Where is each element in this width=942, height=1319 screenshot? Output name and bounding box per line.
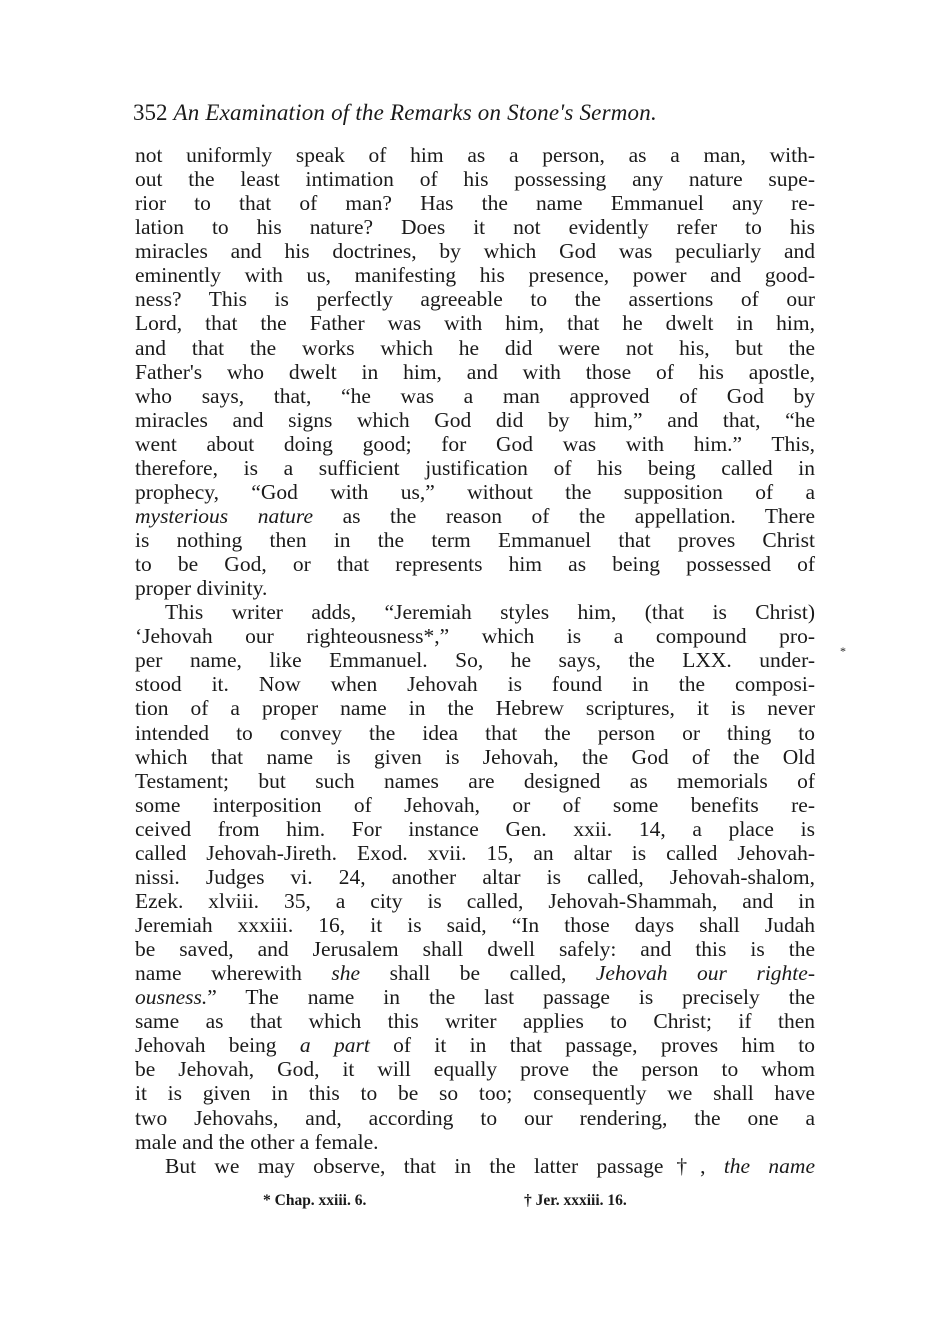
text-line: Ezek. xlviii. 35, a city is called, Jehovah-Shammah, and in	[135, 888, 815, 913]
italic-phrase: the name	[723, 1153, 815, 1178]
text-line: called Jehovah-Jireth. Exod. xvii. 15, an altar is called Jehovah-	[135, 840, 815, 865]
text-line: proper divinity.	[135, 576, 268, 601]
text-line: This writer adds, “Jeremiah styles him, (that is Christ)	[165, 600, 815, 625]
text-line: which that name is given is Jehovah, the God of the Old	[135, 744, 815, 769]
text-line: eminently with us, manifesting his presence, power and good-	[135, 263, 815, 288]
running-header	[133, 100, 833, 126]
text-line: some interposition of Jehovah, or of some benefits re-	[135, 792, 815, 817]
italic-phrase: a part	[299, 1033, 370, 1058]
footnote-mark: †	[524, 1192, 532, 1209]
text-line: prophecy, “God with us,” without the supposition of a	[135, 479, 815, 504]
text-line: not uniformly speak of him as a person, as a man, with-	[135, 143, 815, 167]
italic-word: she	[331, 961, 361, 986]
text-line: name wherewith she shall be called, Jehovah our righte-	[135, 961, 815, 986]
text-line: ceived from him. For instance Gen. xxii. 14, a place is	[135, 816, 815, 841]
text-line: male and the other a female.	[135, 1129, 379, 1154]
text-line: ness? This is perfectly agreeable to the assertions of our	[135, 287, 815, 312]
text-line: Lord, that the Father was with him, that he dwelt in him,	[135, 311, 815, 336]
text-line: is nothing then in the term Emmanuel that proves Christ	[135, 528, 815, 552]
text-line: two Jehovahs, and, according to our rendering, the one a	[135, 1105, 815, 1130]
text-line: be Jehovah, God, it will equally prove the person to whom	[135, 1057, 815, 1082]
body-text	[135, 143, 815, 1178]
text-line: But we may observe, that in the latter passage†, the name	[165, 1153, 815, 1178]
text-line: to be God, or that represents him as being possessed of	[135, 552, 815, 577]
footnote: † Jer. xxxiii. 16.	[524, 1192, 627, 1209]
text-line: per name, like Emmanuel. So, he says, the LXX. under-	[135, 648, 815, 673]
text-line: intended to convey the idea that the person or thing to	[135, 720, 815, 745]
text-line: stood it. Now when Jehovah is found in the composi-	[135, 672, 815, 697]
text-line: Father's who dwelt in him, and with those of his apostle,	[135, 359, 815, 384]
margin-asterisk: *	[840, 644, 846, 658]
footnote-mark: *	[263, 1192, 271, 1209]
text-line: tion of a proper name in the Hebrew scriptures, it is never	[135, 696, 815, 721]
running-title: An Examination of the Remarks on Stone's Sermon.	[173, 100, 657, 125]
text-line: miracles and his doctrines, by which God was peculiarly and	[135, 239, 815, 264]
text-line: lation to his nature? Does it not evidently refer to his	[135, 215, 815, 240]
text-line: nissi. Judges vi. 24, another altar is called, Jehovah-shalom,	[135, 864, 815, 889]
text-line: Jeremiah xxxiii. 16, it is said, “In those days shall Judah	[135, 913, 815, 937]
text-line: miracles and signs which God did by him,” and that, “he	[135, 407, 815, 432]
text-line: Testament; but such names are designed as memorials of	[135, 768, 815, 793]
text-line: and that the works which he did were not his, but the	[135, 335, 815, 360]
italic-phrase: mysterious nature	[135, 503, 314, 528]
text-line: who says, that, “he was a man approved of God by	[135, 383, 815, 408]
text-line: Jehovah being a part of it in that passage, proves him to	[135, 1033, 816, 1058]
text-line: ousness.” The name in the last passage is precisely the	[135, 985, 815, 1010]
text-line: be saved, and Jerusalem shall dwell safely: and this is the	[135, 937, 815, 962]
footnote: * Chap. xxiii. 6.	[263, 1192, 367, 1209]
text-line: same as that which this writer applies to Christ; if then	[135, 1009, 815, 1034]
text-line: went about doing good; for God was with him.” This,	[135, 431, 815, 456]
page-number: 352	[133, 100, 168, 125]
italic-word: ousness.	[135, 985, 208, 1010]
text-line: mysterious nature as the reason of the appellation. There	[135, 503, 815, 528]
text-line: out the least intimation of his possessing any nature supe-	[135, 167, 815, 192]
text-line: ‘Jehovah our righteousness*,” which is a compound pro-	[135, 624, 815, 649]
text-line: therefore, is a sufficient justification of his being called in	[135, 455, 815, 480]
italic-phrase: Jehovah our righte-	[595, 961, 815, 986]
text-line: it is given in this to be so too; consequently we shall have	[135, 1081, 815, 1106]
text-line: rior to that of man? Has the name Emmanuel any re-	[135, 191, 815, 216]
